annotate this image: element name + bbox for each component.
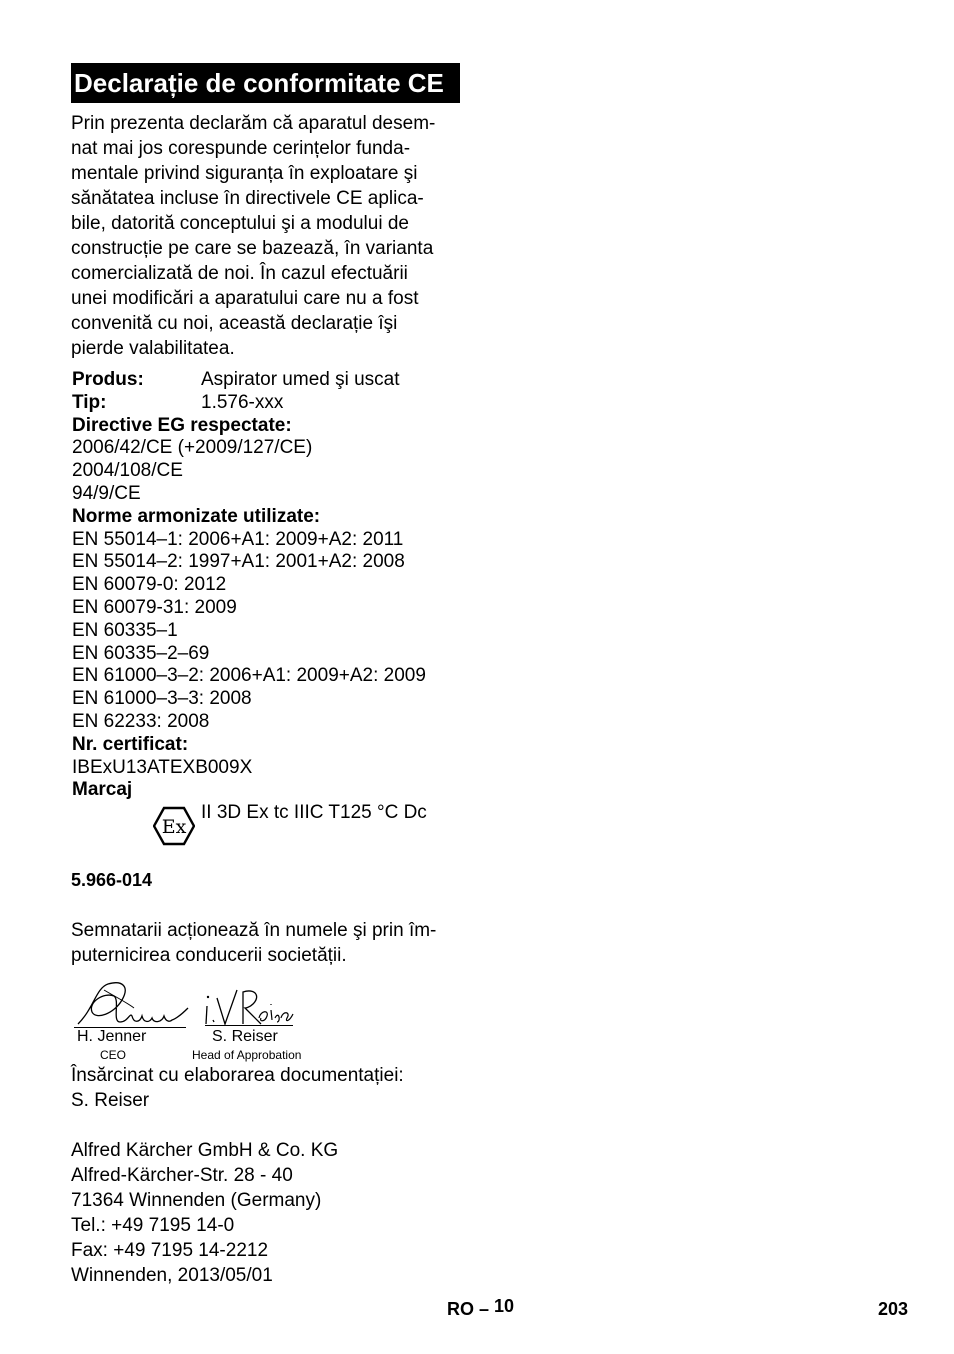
signer1-name: H. Jenner [77,1028,147,1045]
certificate-heading: Nr. certificat: [72,733,189,755]
intro-line: mentale privind siguranța în exploatare şi [71,163,418,184]
intro-line: pierde valabilitatea. [71,338,235,359]
intro-line: sănătatea incluse în directivele CE aplica- [71,188,424,209]
directive-item: 2006/42/CE (+2009/127/CE) [72,437,313,459]
page-number: 203 [878,1299,909,1319]
directive-item: 94/9/CE [72,482,141,504]
signatories-line: Semnatarii acționează în numele şi prin îm- [71,920,437,941]
directives-heading: Directive EG respectate: [72,414,292,436]
documentation-name: S. Reiser [71,1090,150,1111]
type-label: Tip: [72,391,107,413]
address-line: Tel.: +49 7195 14-0 [71,1215,235,1236]
product-label: Produs: [72,369,144,390]
type-value: 1.576-xxx [201,391,284,413]
signature-line [205,1025,293,1026]
signer2-name: S. Reiser [212,1028,278,1045]
intro-line: nat mai jos corespunde cerințelor funda- [71,138,411,159]
product-value: Aspirator umed şi uscat [201,369,400,390]
signature-jenner [74,978,190,1030]
intro-paragraph [71,111,466,361]
signer2-role: Head of Approbation [192,1048,302,1062]
address-line: 71364 Winnenden (Germany) [71,1190,322,1211]
norm-item: EN 62233: 2008 [72,710,210,732]
address-line: Fax: +49 7195 14-2212 [71,1240,269,1261]
document-code: 5.966-014 [71,870,153,890]
intro-line: construcție pe care se bazează, în varianta [71,238,434,259]
page-title: Declarație de conformitate CE [71,63,460,103]
norm-item: EN 60335–2–69 [72,642,210,664]
intro-line: comercializată de noi. În cazul efectuării [71,263,408,284]
address-line: Alfred-Kärcher-Str. 28 - 40 [71,1165,293,1186]
norm-item: EN 60335–1 [72,619,178,641]
footer-lang: RO [447,1299,474,1319]
documentation-responsible [71,1063,404,1113]
product-row [72,369,492,392]
norm-item: EN 61000–3–3: 2008 [72,688,252,710]
address-line: Alfred Kärcher GmbH & Co. KG [71,1140,339,1161]
documentation-label: Însărcinat cu elaborarea documentației: [71,1065,404,1086]
address-line: Winnenden, 2013/05/01 [71,1265,273,1286]
type-row [72,392,492,415]
directive-item: 2004/108/CE [72,460,183,482]
norm-item: EN 60079-31: 2009 [72,596,237,618]
intro-line: Prin prezenta declarăm că aparatul desem- [71,113,436,134]
intro-line: bile, datorită conceptului şi a modului de [71,213,409,234]
norms-heading: Norme armonizate utilizate: [72,505,321,527]
norm-item: EN 55014–2: 1997+A1: 2001+A2: 2008 [72,551,405,573]
intro-line: unei modificări a aparatului care nu a fost [71,288,419,309]
footer-section-page: 10 [494,1296,515,1316]
footer-section-label [447,1296,515,1320]
intro-line: convenită cu noi, această declarație îşi [71,313,398,334]
ex-symbol-text: Ex [161,816,187,838]
norm-item: EN 61000–3–2: 2006+A1: 2009+A2: 2009 [72,665,426,687]
marking-heading: Marcaj [72,779,133,801]
marking-value: II 3D Ex tc IIIC T125 °C Dc [201,802,427,823]
certificate-value: IBExU13ATEXB009X [72,756,253,778]
declaration-details [72,369,492,802]
company-address [71,1138,338,1288]
signature-reiser [203,984,297,1028]
signatories-line: puternicirea conducerii societății. [71,945,347,966]
signer1-role: CEO [100,1048,127,1062]
norm-item: EN 60079-0: 2012 [72,574,227,596]
footer-dash: – [479,1299,490,1319]
ex-hexagon-icon [153,806,195,846]
norm-item: EN 55014–1: 2006+A1: 2009+A2: 2011 [72,528,404,550]
signatories-paragraph [71,918,471,968]
